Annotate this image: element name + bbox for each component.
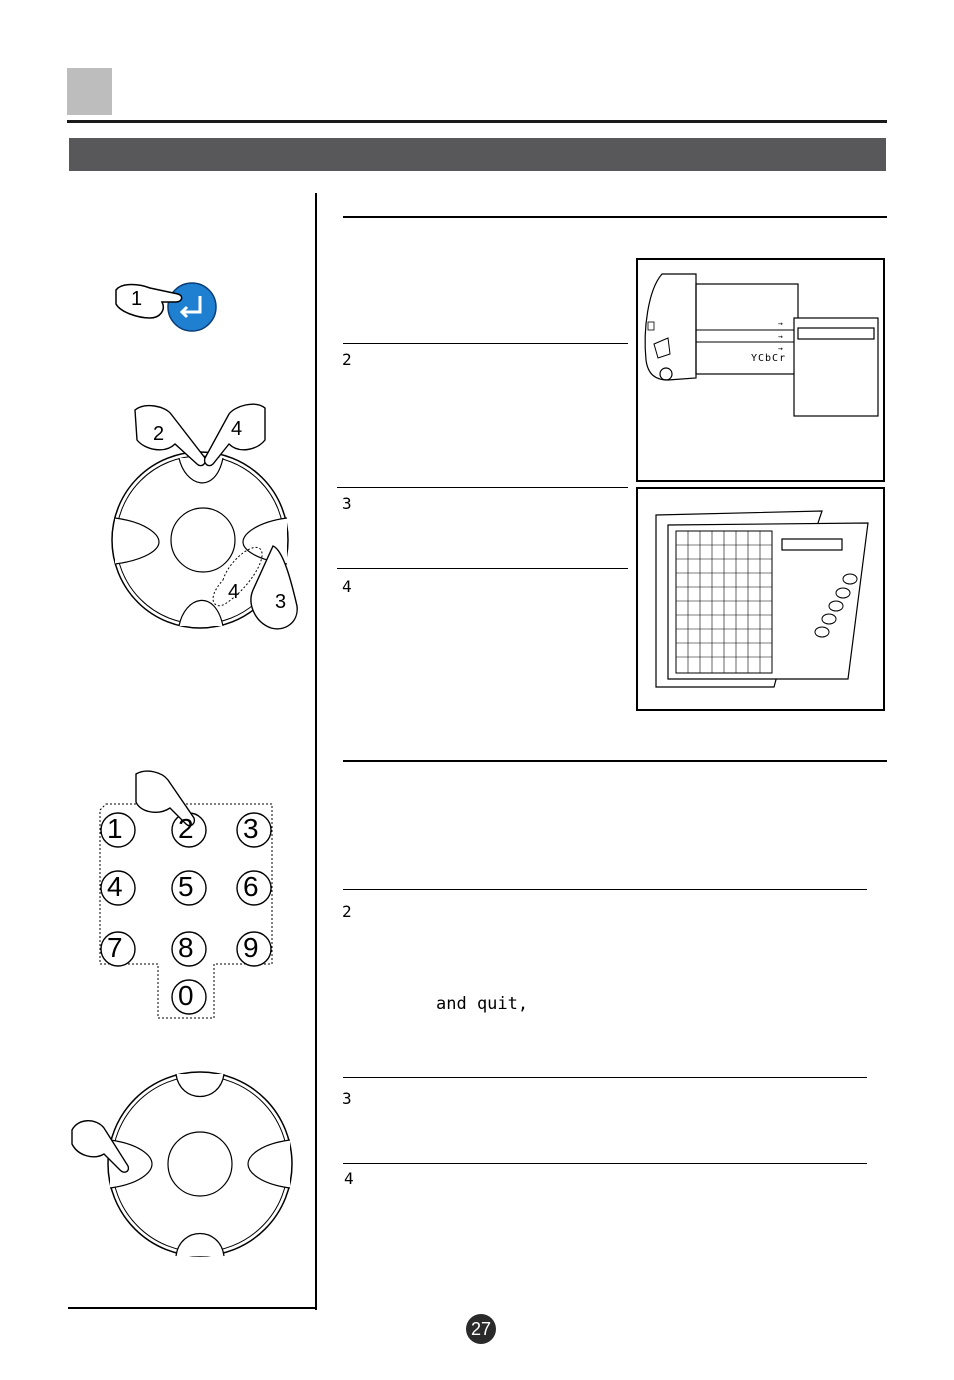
keypad-key-0: 0 [178,980,194,1011]
section2-rule [343,760,887,762]
enter-button-icon [168,283,216,331]
keypad-key-5: 5 [178,871,194,902]
step-rule [337,568,628,569]
step-number: 3 [342,494,352,513]
step-number: 2 [342,902,352,921]
step-number: 3 [342,1089,352,1108]
menu-screen-illustration [636,258,885,482]
step-rule [343,889,867,890]
step-rule [337,487,628,488]
step-label: 4 [231,418,243,440]
menu-screen-drawing [638,260,883,480]
keypad-key-9: 9 [243,932,259,963]
step-rule [343,1077,867,1078]
ycbcr-label: YCbCr [751,353,787,364]
step-number: 4 [342,577,352,596]
keypad-key-6: 6 [243,871,259,902]
keypad-key-2: 2 [178,813,194,844]
header-rule [67,120,887,123]
keypad-key-8: 8 [178,932,194,963]
step-rule [343,1163,867,1164]
svg-text:→: → [778,344,783,353]
enter-button-illustration [110,276,230,346]
grid-screen-drawing [638,489,883,709]
keypad-key-4: 4 [107,871,123,902]
page-number: 27 [466,1314,496,1344]
step-number: 2 [342,350,352,369]
column-divider [315,193,317,1310]
step-number: 4 [344,1169,354,1188]
ok-button [171,508,235,572]
grid-screen-illustration [636,487,885,711]
chapter-marker [67,68,112,115]
section-title-bar [69,138,886,171]
keypad-key-1: 1 [107,813,123,844]
step-label: 3 [275,591,287,613]
navigation-pad-illustration-2 [68,1070,308,1270]
svg-text:→: → [778,319,783,328]
step-label: 1 [131,288,143,310]
instruction-text: and quit, [436,994,529,1014]
keypad-key-3: 3 [243,813,259,844]
step-label: 4 [228,581,240,603]
section1-rule [343,216,887,218]
ok-button [168,1132,232,1196]
footer-rule [68,1307,316,1309]
svg-text:→: → [778,332,783,341]
step-rule [343,343,628,344]
step-label: 2 [153,423,165,445]
keypad-key-7: 7 [107,932,123,963]
